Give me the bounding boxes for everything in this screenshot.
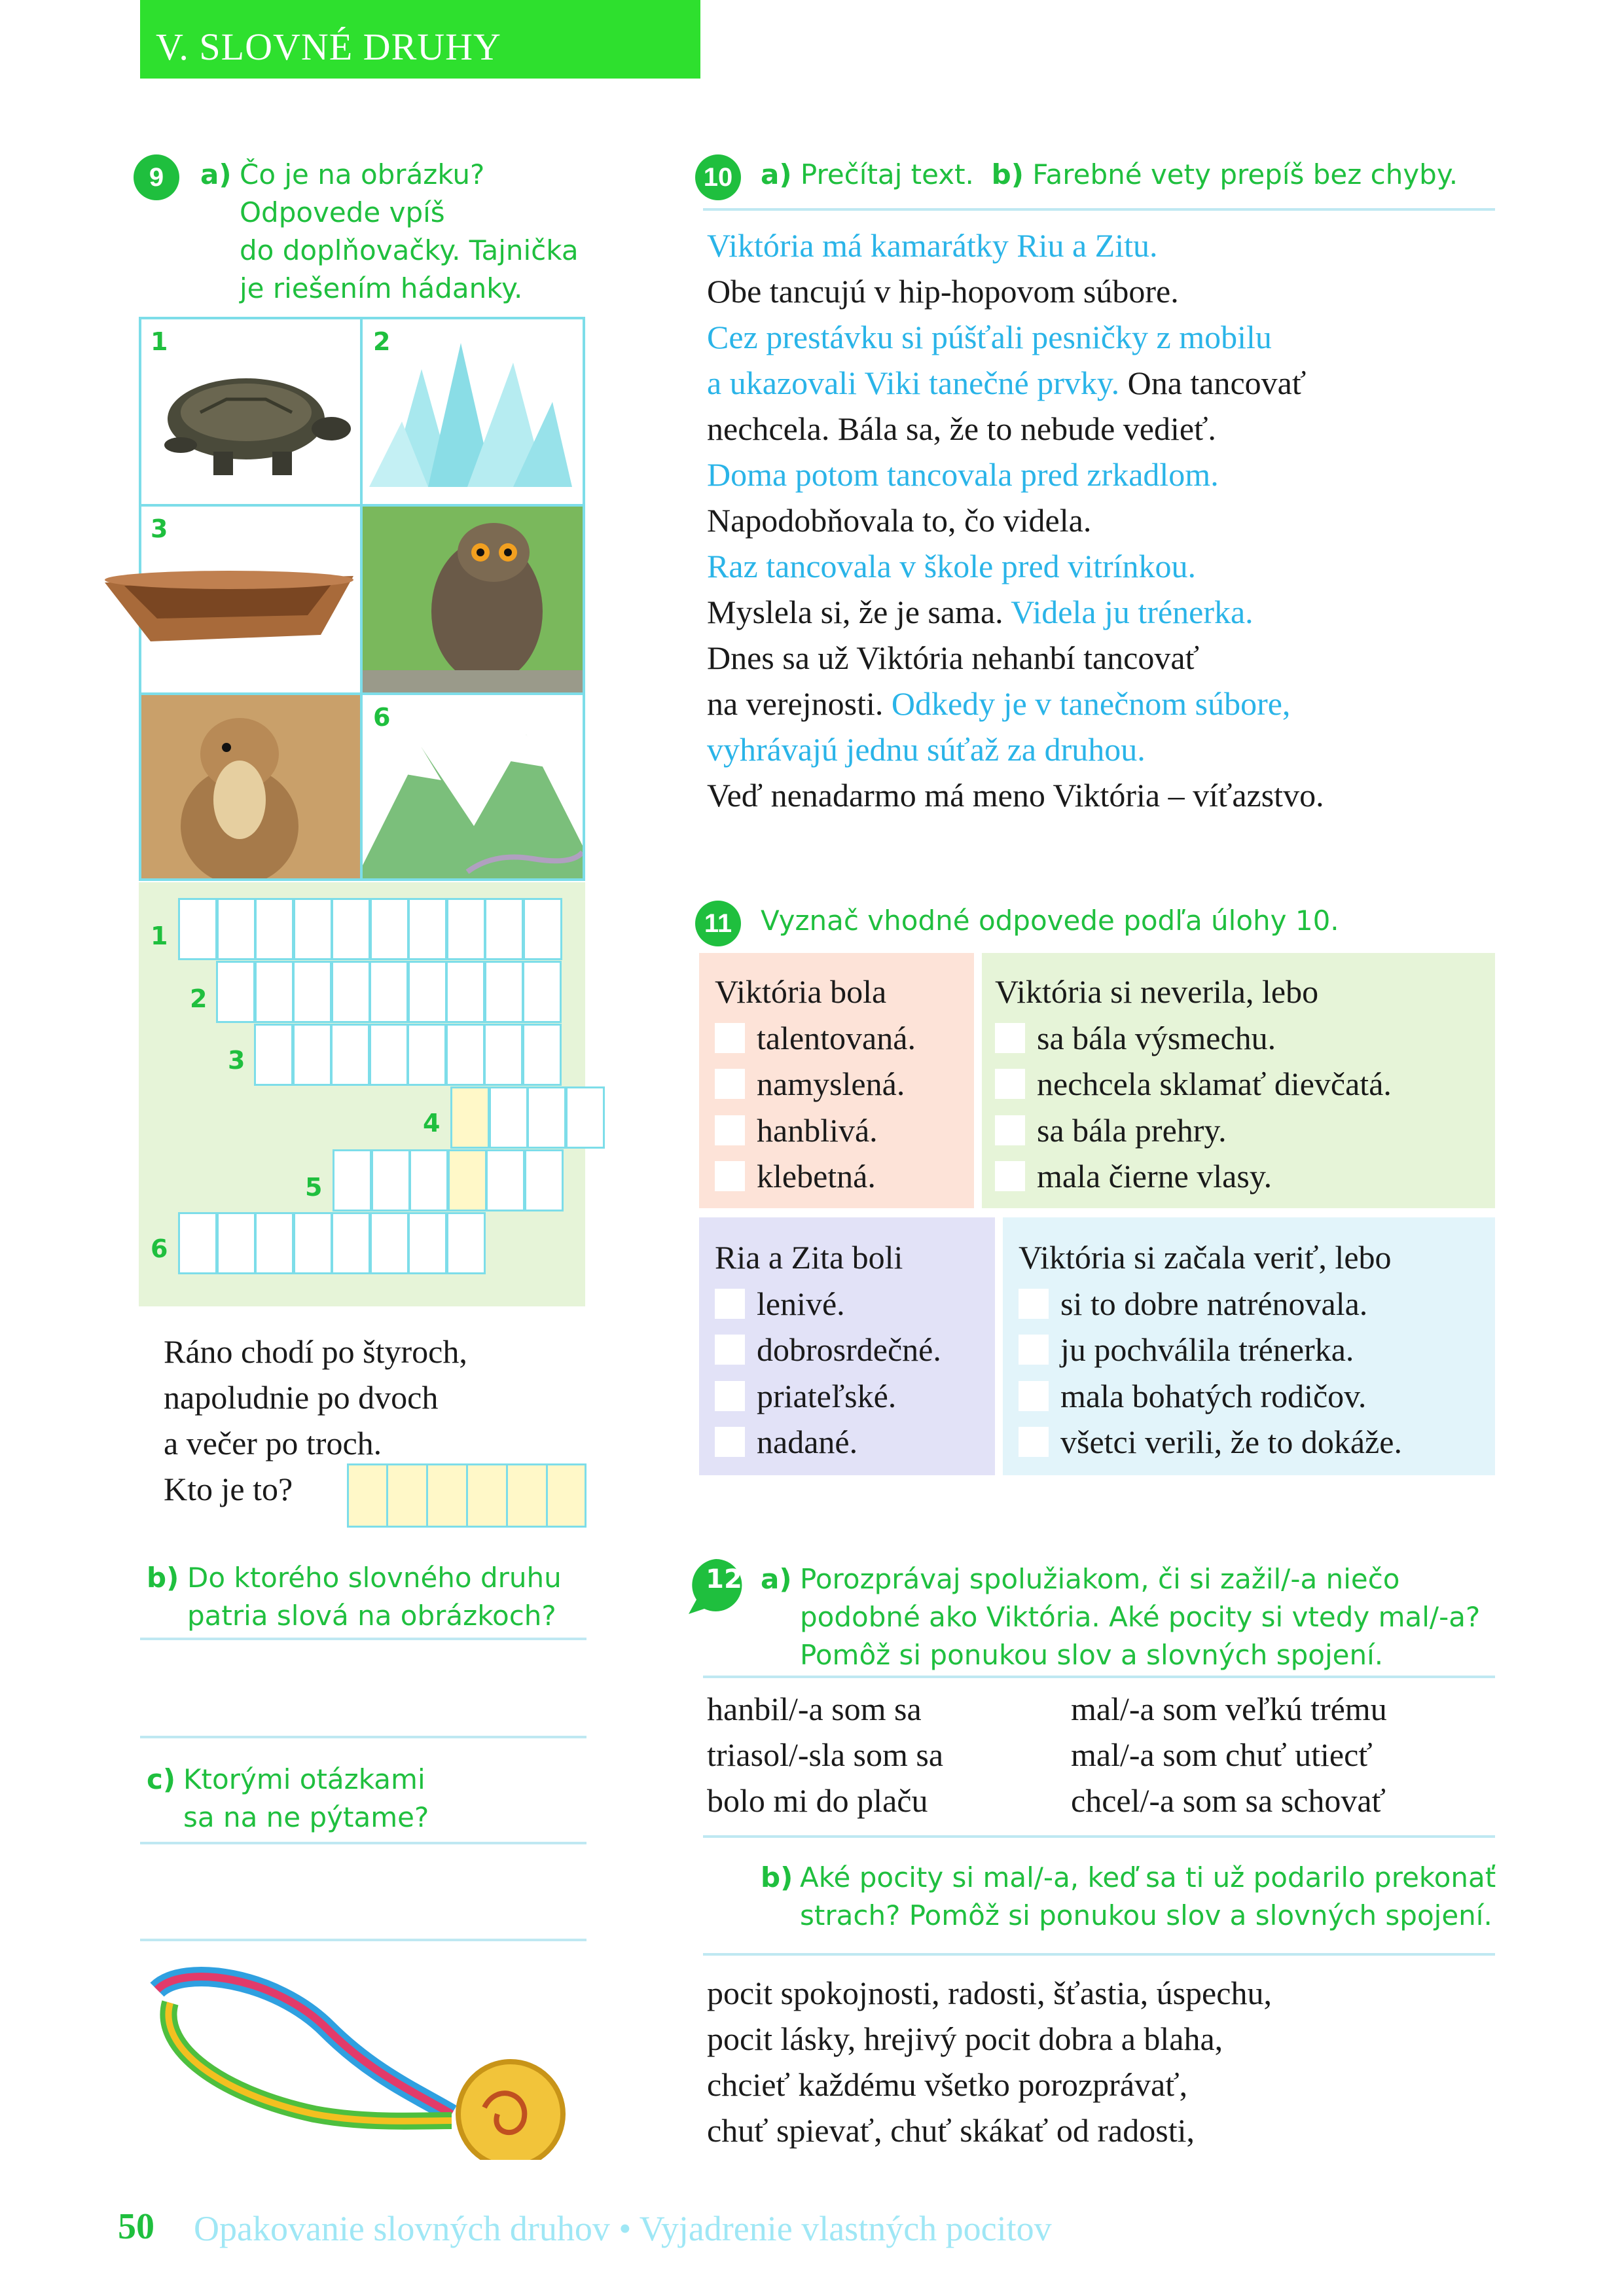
crossword-cell[interactable] bbox=[178, 898, 217, 960]
checkbox[interactable] bbox=[715, 1427, 745, 1457]
page-number: 50 bbox=[118, 2206, 154, 2247]
crossword-cell[interactable] bbox=[178, 1212, 217, 1274]
story-line: Raz tancovala v škole pred vitrínkou. bbox=[707, 548, 1196, 584]
task-10-instruction: a) Prečítaj text. b) Farebné vety prepíš bez chyby. bbox=[761, 158, 1458, 190]
checkbox[interactable] bbox=[715, 1069, 745, 1099]
checkbox[interactable] bbox=[995, 1023, 1025, 1053]
option[interactable]: namyslená. bbox=[715, 1061, 916, 1107]
box-1-content bbox=[715, 969, 916, 1200]
riddle-text: Ráno chodí po štyroch, napoludnie po dvoch a večer po troch. Kto je to? bbox=[164, 1333, 467, 1507]
option[interactable]: talentovaná. bbox=[715, 1015, 916, 1062]
task-12-number: 12 bbox=[706, 1564, 742, 1594]
story-line: na verejnosti. Odkedy je v tanečnom súbore, bbox=[707, 685, 1291, 722]
option[interactable]: mala bohatých rodičov. bbox=[1019, 1373, 1402, 1420]
crossword-cell[interactable] bbox=[484, 898, 524, 960]
option[interactable]: lenivé. bbox=[715, 1281, 941, 1327]
owl-picture bbox=[363, 507, 583, 692]
story-text bbox=[707, 223, 1324, 818]
story-line: Dnes sa už Viktória nehanbí tancovať bbox=[707, 639, 1199, 676]
turtle-picture bbox=[141, 353, 360, 503]
answer-line[interactable] bbox=[140, 1939, 586, 1941]
footer-topic: Opakovanie slovných druhov • Vyjadrenie vlastných pocitov bbox=[194, 2209, 1052, 2248]
task-9a-text: Čo je na obrázku? Odpovede vpíš do doplňovačky. Tajnička je riešením hádanky. bbox=[240, 158, 579, 304]
crossword-cell[interactable] bbox=[371, 1149, 410, 1211]
crossword-cell[interactable] bbox=[255, 961, 294, 1023]
story-line: Doma potom tancovala pred zrkadlom. bbox=[707, 456, 1219, 493]
story-line: a ukazovali Viki tanečné prvky. Ona tancovať bbox=[707, 365, 1307, 401]
task-9b-text: Do ktorého slovného druhu patria slová na obrázkoch? bbox=[187, 1562, 562, 1632]
checkbox[interactable] bbox=[715, 1161, 745, 1191]
box-4-content bbox=[1019, 1234, 1402, 1465]
crossword-cell[interactable] bbox=[255, 1212, 294, 1274]
crossword-cell[interactable] bbox=[216, 961, 255, 1023]
crossword-cell[interactable] bbox=[407, 1024, 446, 1086]
story-line: vyhrávajú jednu súťaž za druhou. bbox=[707, 731, 1146, 768]
crossword-cell[interactable] bbox=[409, 1149, 448, 1211]
option[interactable]: hanblivá. bbox=[715, 1107, 916, 1154]
crossword-cell[interactable] bbox=[293, 1024, 332, 1086]
box-title: Ria a Zita boli bbox=[715, 1239, 903, 1276]
option[interactable]: si to dobre natrénovala. bbox=[1019, 1281, 1402, 1327]
answer-line[interactable] bbox=[140, 1736, 586, 1738]
crossword-cell[interactable] bbox=[566, 1086, 605, 1149]
crossword-cell[interactable] bbox=[524, 1149, 564, 1211]
box-title: Viktória si začala veriť, lebo bbox=[1019, 1239, 1392, 1276]
checkbox[interactable] bbox=[1019, 1289, 1049, 1319]
crossword-cell[interactable] bbox=[522, 961, 562, 1023]
crossword-cell[interactable] bbox=[370, 898, 409, 960]
answer-line[interactable] bbox=[140, 1842, 586, 1844]
story-line: Viktória má kamarátky Riu a Zitu. bbox=[707, 227, 1158, 264]
checkbox[interactable] bbox=[715, 1115, 745, 1145]
crossword-cell[interactable] bbox=[331, 1212, 370, 1274]
checkbox[interactable] bbox=[1019, 1427, 1049, 1457]
task-12b-text: Aké pocity si mal/-a, keď sa ti už podarilo prekonať strach? Pomôž si ponukou slov a slovných spojení. bbox=[800, 1861, 1496, 1931]
crossword-cell[interactable] bbox=[369, 961, 408, 1023]
option[interactable]: nadané. bbox=[715, 1419, 941, 1465]
crossword-cell[interactable] bbox=[333, 1149, 372, 1211]
task-12-rule bbox=[703, 1676, 1495, 1678]
story-line: Obe tancujú v hip-hopovom súbore. bbox=[707, 273, 1179, 310]
crossword-cell[interactable] bbox=[448, 1149, 487, 1211]
option[interactable]: ju pochválila trénerka. bbox=[1019, 1327, 1402, 1373]
task-10-number: 10 bbox=[695, 154, 741, 200]
option[interactable]: sa bála prehry. bbox=[995, 1107, 1392, 1154]
checkbox[interactable] bbox=[715, 1023, 745, 1053]
option[interactable]: mala čierne vlasy. bbox=[995, 1153, 1392, 1200]
task-9a-label: a) bbox=[200, 158, 232, 190]
answer-line[interactable] bbox=[140, 1638, 586, 1640]
valley-picture bbox=[363, 695, 583, 878]
box-title: Viktória bola bbox=[715, 973, 887, 1010]
crossword-cell[interactable] bbox=[523, 898, 562, 960]
crossword-cell[interactable] bbox=[254, 1024, 293, 1086]
crystal-picture bbox=[363, 330, 583, 503]
task-9c-label: c) bbox=[147, 1763, 176, 1795]
story-line: Myslela si, že je sama. Videla ju trénerka. bbox=[707, 594, 1254, 630]
checkbox[interactable] bbox=[1019, 1381, 1049, 1411]
crossword-cell[interactable] bbox=[522, 1024, 562, 1086]
crossword-cell[interactable] bbox=[293, 898, 333, 960]
option[interactable]: všetci verili, že to dokáže. bbox=[1019, 1419, 1402, 1465]
crossword-cell[interactable] bbox=[293, 1212, 333, 1274]
positive-feelings: pocit spokojnosti, radosti, šťastia, úspechu, pocit lásky, hrejivý pocit dobra a blaha, chcieť každému všetko porozprávať, chuť spievať, chuť skákať od radosti, bbox=[707, 1975, 1272, 2149]
checkbox[interactable] bbox=[995, 1161, 1025, 1191]
story-line: Veď nenadarmo má meno Viktória – víťazstvo. bbox=[707, 777, 1324, 814]
task-12a-label: a) bbox=[761, 1563, 792, 1595]
crossword-cell[interactable] bbox=[369, 1024, 408, 1086]
crossword-cell[interactable] bbox=[331, 1024, 370, 1086]
crossword-cell[interactable] bbox=[408, 1212, 447, 1274]
crossword-cell[interactable] bbox=[486, 1149, 525, 1211]
crossword-cell[interactable] bbox=[255, 898, 294, 960]
crossword-cell[interactable] bbox=[408, 961, 447, 1023]
task-9c-text: Ktorými otázkami sa na ne pýtame? bbox=[183, 1763, 429, 1833]
checkbox[interactable] bbox=[1019, 1335, 1049, 1365]
story-line: nechcela. Bála sa, že to nebude vedieť. bbox=[707, 410, 1216, 447]
crossword-cell[interactable] bbox=[370, 1212, 409, 1274]
task-12-rule bbox=[703, 1835, 1495, 1838]
crossword-cell[interactable] bbox=[484, 961, 524, 1023]
option[interactable]: sa bála výsmechu. bbox=[995, 1015, 1392, 1062]
crossword-cell[interactable] bbox=[450, 1086, 490, 1149]
box-title: Viktória si neverila, lebo bbox=[995, 973, 1319, 1010]
task-11-instruction: Vyznač vhodné odpovede podľa úlohy 10. bbox=[761, 905, 1339, 937]
task-10-rule bbox=[703, 208, 1495, 211]
feelings-right: mal/-a som veľkú trému mal/-a som chuť utiecť chcel/-a som sa schovať bbox=[1071, 1691, 1387, 1819]
story-line: Napodobňovala to, čo videla. bbox=[707, 502, 1092, 539]
box-3-content bbox=[715, 1234, 941, 1465]
crossword-cell[interactable] bbox=[446, 1024, 485, 1086]
crossword-cell[interactable] bbox=[484, 1024, 523, 1086]
task-12b-rule bbox=[703, 1953, 1495, 1956]
checkbox[interactable] bbox=[715, 1381, 745, 1411]
task-11-number: 11 bbox=[695, 901, 741, 946]
checkbox[interactable] bbox=[995, 1115, 1025, 1145]
task-12a-text: Porozprávaj spolužiakom, či si zažil/-a niečo podobné ako Viktória. Aké pocity si vtedy mal/-a? Pomôž si ponukou slov a slovných spojení. bbox=[800, 1563, 1481, 1671]
task-9b-label: b) bbox=[147, 1562, 179, 1594]
crossword-cell[interactable] bbox=[489, 1086, 528, 1149]
chapter-header: V. SLOVNÉ DRUHY bbox=[140, 0, 700, 79]
ground-squirrel-picture bbox=[141, 695, 360, 878]
option[interactable]: klebetná. bbox=[715, 1153, 916, 1200]
crossword-cell[interactable] bbox=[293, 961, 332, 1023]
crossword-cell[interactable] bbox=[217, 1212, 256, 1274]
crossword-cell[interactable] bbox=[446, 898, 486, 960]
crossword-cell[interactable] bbox=[331, 961, 370, 1023]
feelings-left: hanbil/-a som sa triasol/-sla som sa bolo mi do plaču bbox=[707, 1691, 944, 1819]
story-line: Cez prestávku si púšťali pesničky z mobilu bbox=[707, 319, 1272, 355]
crossword-cell[interactable] bbox=[217, 898, 256, 960]
checkbox[interactable] bbox=[715, 1289, 745, 1319]
option[interactable]: priateľské. bbox=[715, 1373, 941, 1420]
option[interactable]: nechcela sklamať dievčatá. bbox=[995, 1061, 1392, 1107]
crossword-cell[interactable] bbox=[527, 1086, 566, 1149]
box-2-content bbox=[995, 969, 1392, 1200]
crossword-cell[interactable] bbox=[408, 898, 447, 960]
checkbox[interactable] bbox=[995, 1069, 1025, 1099]
crossword-cell[interactable] bbox=[446, 961, 485, 1023]
crossword-cell[interactable] bbox=[446, 1212, 486, 1274]
trough-picture bbox=[98, 537, 360, 668]
task-12b-label: b) bbox=[761, 1861, 793, 1893]
medal-picture bbox=[144, 1964, 589, 2160]
crossword-cell[interactable] bbox=[331, 898, 370, 960]
task-9-number: 9 bbox=[134, 154, 179, 200]
checkbox[interactable] bbox=[715, 1335, 745, 1365]
option[interactable]: dobrosrdečné. bbox=[715, 1327, 941, 1373]
